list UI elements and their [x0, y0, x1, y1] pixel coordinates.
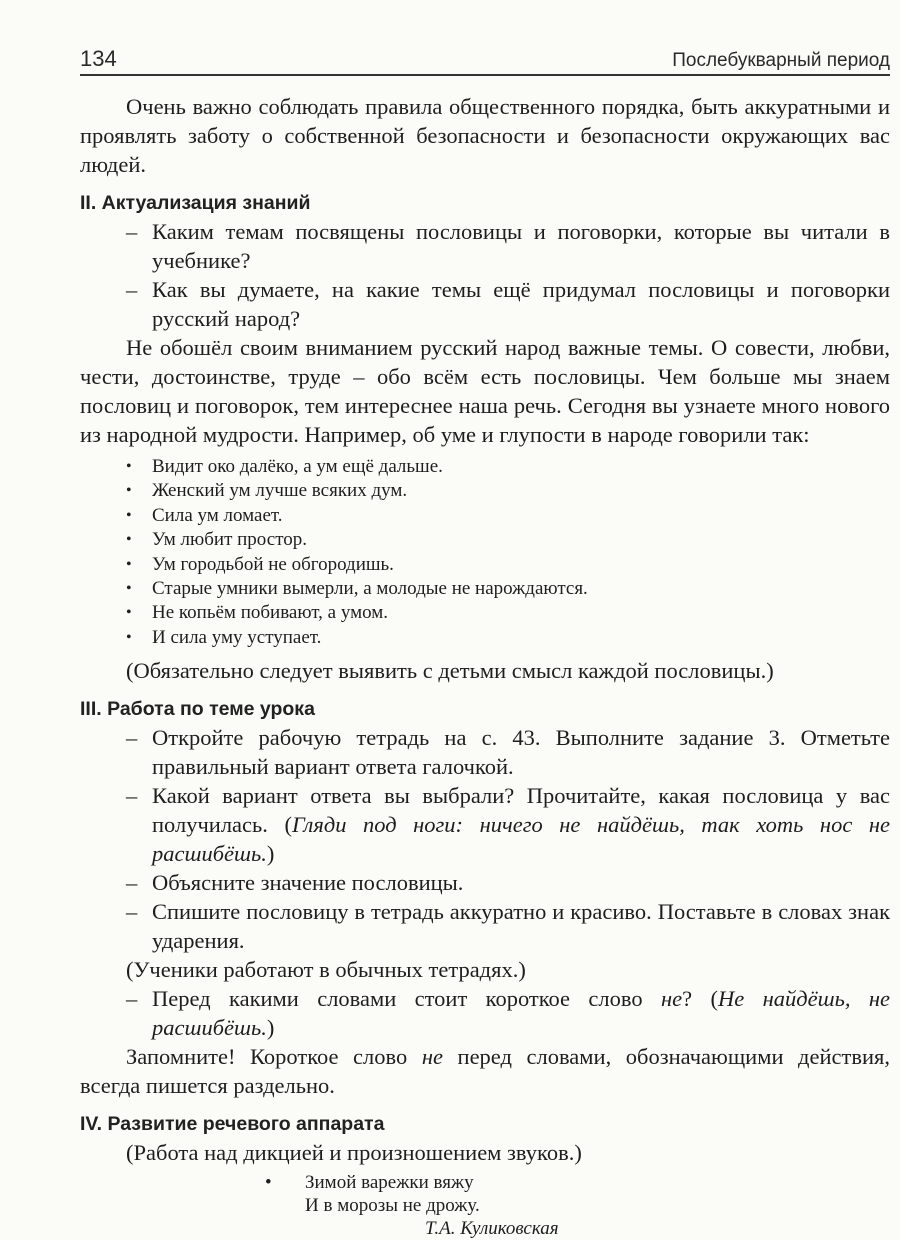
proverb-item: • Женский ум лучше всяких дум.: [152, 479, 890, 503]
proverb-item: • Сила ум ломает.: [152, 504, 890, 528]
diction-note: (Работа над дикцией и произношением звуков.): [126, 1140, 582, 1166]
section-heading-3: III. Работа по теме урока: [80, 698, 315, 721]
dash-marker: –: [126, 899, 138, 925]
proverb-item: • Ум любит простор.: [152, 528, 890, 552]
section2-paragraph: Не обошёл своим вниманием русский народ важные темы. О совести, любви, чести, достоинстве, труде – обо всём есть пословицы. Чем больше мы знаем пословиц и поговорок, тем интереснее наша речь. Сегодня вы узнаете много нового из народной мудрости. Например, об уме и глупости в народе говорили так:: [80, 335, 890, 447]
answer-italic: Не найдёшь, не расшибёшь.: [152, 986, 890, 1041]
task-item: – Какой вариант ответа вы выбрали? Прочитайте, какая пословица у вас получилась. (Гляди под ноги: ничего не найдёшь, так хоть нос не расшибёшь.): [126, 783, 890, 867]
dash-marker: –: [126, 219, 138, 244]
poem-line: Зимой варежки вяжу: [305, 1172, 474, 1194]
chapter-title: Послебукварный период: [672, 50, 890, 71]
proverb-list: [80, 455, 890, 650]
dash-marker: –: [126, 277, 138, 302]
teacher-note: (Обязательно следует выявить с детьми смысл каждой пословицы.): [126, 658, 774, 684]
page-number: 134: [80, 46, 117, 71]
task-item: – Объясните значение пословицы.: [126, 870, 464, 896]
question-item: – Как вы думаете, на какие темы ещё придумал пословицы и поговорки русский народ?: [126, 277, 890, 331]
dash-marker: –: [126, 725, 138, 751]
proverb-item: • Старые умники вымерли, а молодые не нарождаются.: [152, 577, 890, 601]
proverb-answer: Гляди под ноги: ничего не найдёшь, так хоть нос не расшибёшь.: [152, 812, 890, 867]
proverb-item: • Видит око далёко, а ум ещё дальше.: [152, 455, 890, 479]
proverb-item: • Не копьём побивают, а умом.: [152, 601, 890, 625]
dash-marker: –: [126, 986, 138, 1012]
section-heading-4: IV. Развитие речевого аппарата: [80, 1113, 385, 1136]
book-page: [80, 40, 890, 1240]
dash-marker: –: [126, 783, 138, 809]
proverb-item: • И сила уму уступает.: [152, 626, 890, 650]
task-item: – Спишите пословицу в тетрадь аккуратно и красиво. Поставьте в словах знак ударения.: [126, 899, 890, 954]
section-heading-2: II. Актуализация знаний: [80, 192, 311, 214]
task-item: – Перед какими словами стоит короткое слово не? (Не найдёшь, не расшибёшь.): [126, 986, 890, 1041]
question-item: – Каким темам посвящены пословицы и поговорки, которые вы читали в учебнике?: [126, 219, 890, 273]
bullet-marker: •: [265, 1172, 272, 1194]
poem-author: Т.А. Куликовская: [425, 1218, 559, 1240]
running-header: [80, 40, 890, 76]
remember-rule: Запомните! Короткое слово не перед словами, обозначающими действия, всегда пишется раздельно.: [80, 1044, 890, 1099]
student-note: (Ученики работают в обычных тетрадях.): [126, 957, 526, 983]
task-item: – Откройте рабочую тетрадь на с. 43. Выполните задание 3. Отметьте правильный вариант ответа галочкой.: [126, 725, 890, 780]
page-body: [80, 92, 890, 1240]
poem-line: И в морозы не дрожу.: [305, 1195, 480, 1217]
proverb-item: • Ум городьбой не обгородишь.: [152, 553, 890, 577]
intro-paragraph: Очень важно соблюдать правила общественного порядка, быть аккуратными и проявлять заботу о собственной безопасности и безопасности окружающих вас людей.: [80, 94, 890, 177]
dash-marker: –: [126, 870, 138, 896]
poem: [80, 1171, 890, 1240]
